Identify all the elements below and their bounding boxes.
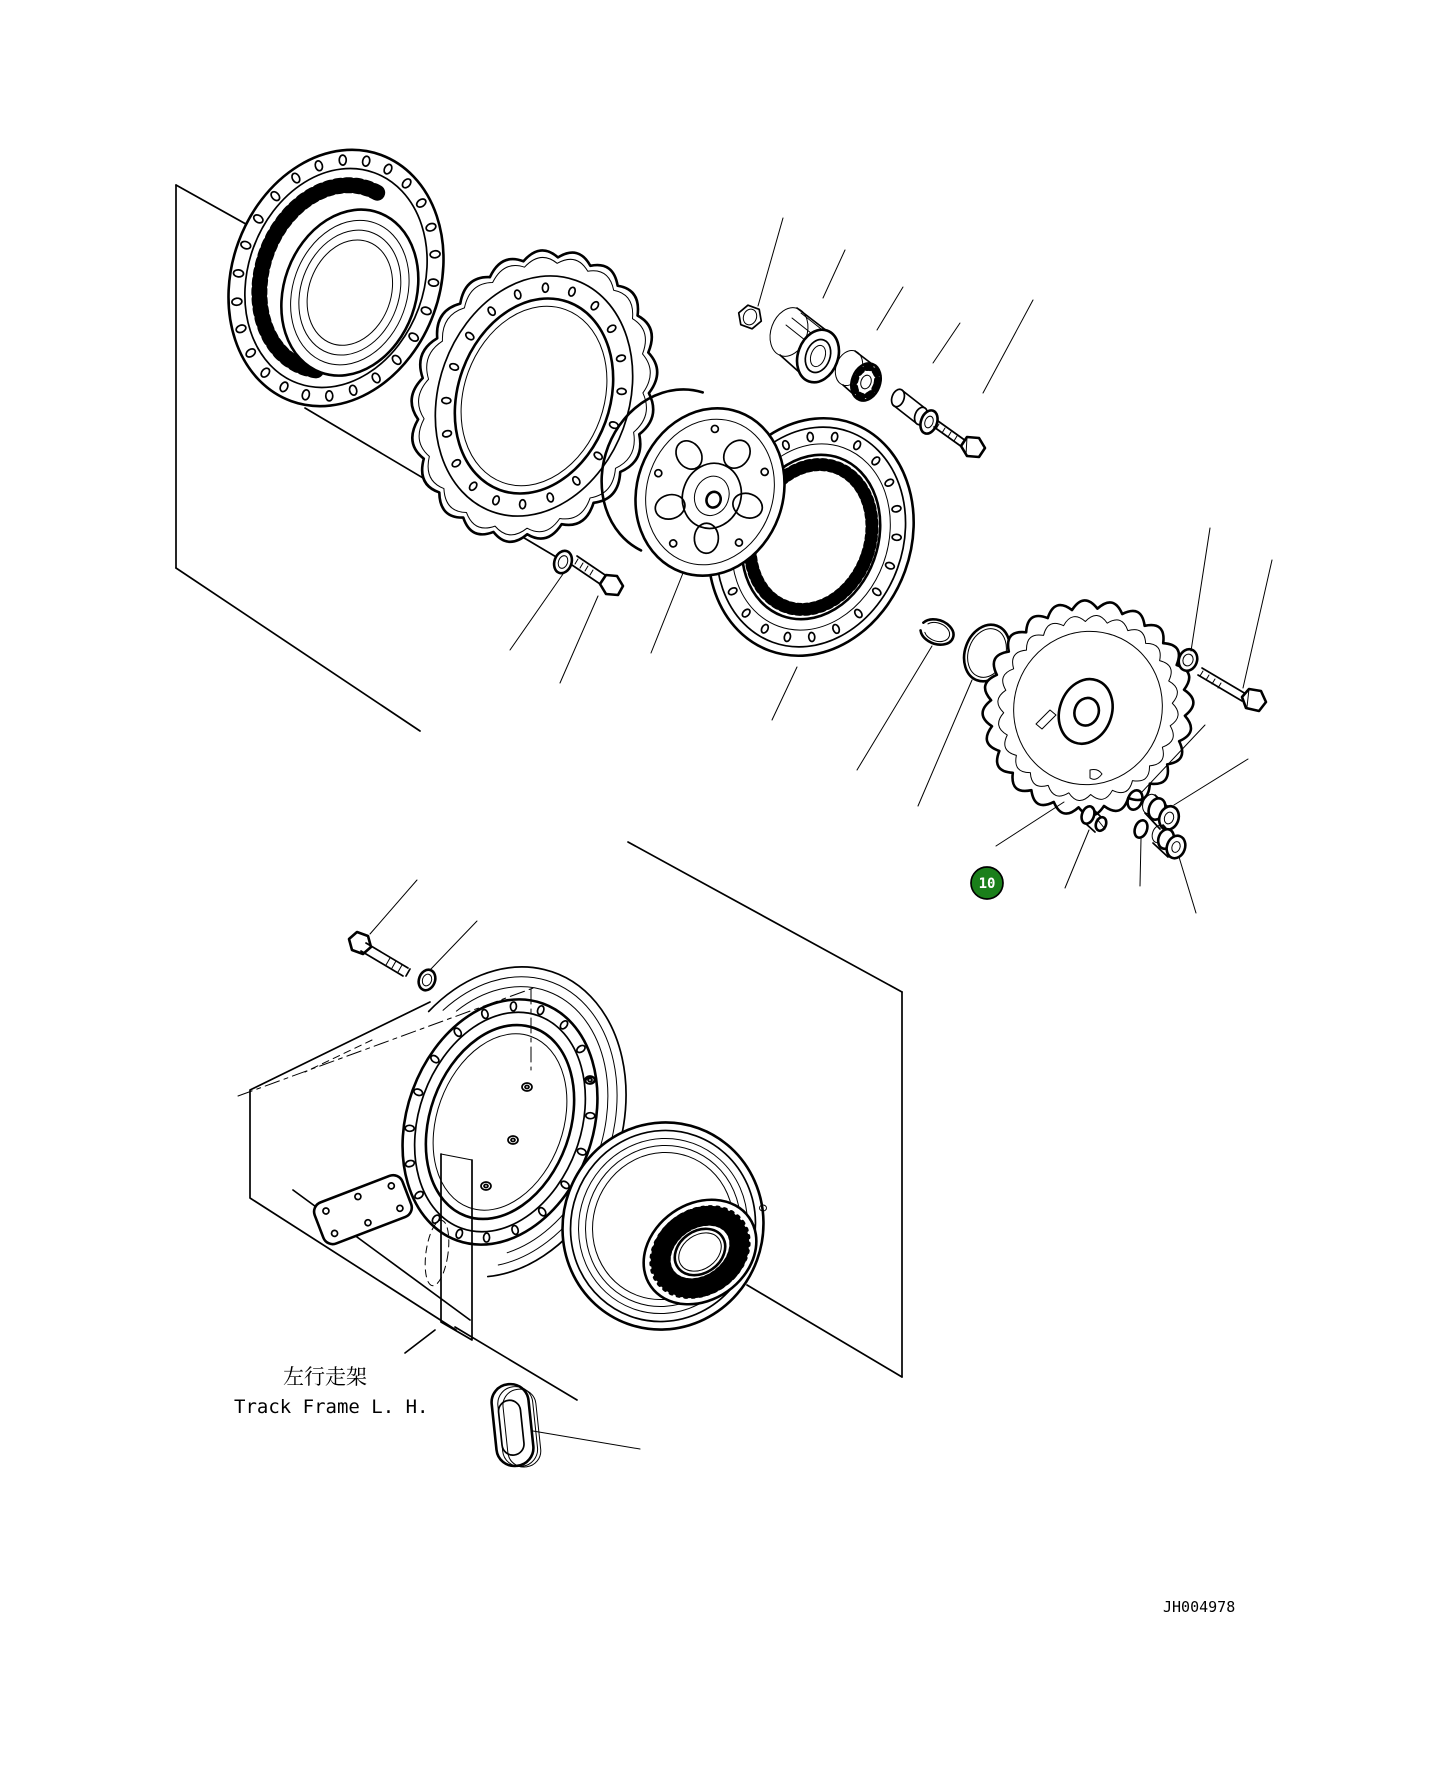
washer-b-leader	[1140, 839, 1141, 886]
pin-back	[889, 387, 906, 408]
lower-box-top-edge	[628, 842, 902, 992]
pin	[889, 323, 960, 436]
bolt-small-leader-line	[983, 300, 1033, 393]
sprocket-cover	[953, 572, 1222, 846]
cone-leader-line	[823, 250, 845, 298]
washer-bolt-topright	[1176, 528, 1272, 711]
washer-topright-leader	[1191, 528, 1210, 651]
coupling-leader-line	[877, 287, 903, 330]
plug-a-leader	[1174, 759, 1248, 805]
washer-left	[551, 548, 575, 575]
frame-washer-leader	[430, 921, 477, 970]
frame-bolt-washer	[349, 880, 477, 993]
washer-left-leader	[510, 574, 563, 650]
callout-badge-number: 10	[978, 876, 996, 892]
snap-ring	[857, 615, 957, 770]
snap-ring-leader	[857, 646, 932, 770]
pin-leader-line	[933, 323, 960, 363]
tapered-plug-leader	[1065, 830, 1089, 888]
snap-ring-outer	[918, 615, 957, 649]
bolt-left-head	[600, 575, 623, 595]
oval-plug	[490, 1382, 640, 1470]
bolt-small	[934, 300, 1033, 457]
bearing-cone	[764, 250, 846, 388]
label-track-frame-jp: 左行走架	[283, 1365, 367, 1389]
bearing-leader-line	[772, 667, 797, 720]
frame-bolt-head	[349, 932, 371, 954]
washer-bolt-left	[510, 548, 623, 683]
rail-end-edge	[405, 1330, 435, 1353]
cone-top-edge	[797, 308, 827, 331]
frame-bolt-leader	[370, 880, 417, 934]
frame-cover-plate	[311, 1172, 415, 1247]
cover-leader-line	[996, 802, 1064, 846]
bolt-topright-leader	[1243, 560, 1272, 688]
box-bottom-edge	[176, 568, 420, 731]
bolt-topright-shaft	[1198, 668, 1246, 701]
frame-hidden-line	[305, 1040, 372, 1072]
bolt-small-head	[961, 437, 985, 457]
carrier-leader-line	[651, 573, 683, 653]
nut	[735, 218, 783, 331]
plug-leader	[533, 1431, 640, 1449]
washer-b-ring	[1132, 818, 1149, 839]
washer-b	[1132, 818, 1149, 886]
nut-hex	[735, 303, 765, 331]
bolt-left-leader	[560, 596, 598, 683]
o-ring-leader	[918, 680, 972, 806]
plug-bolt-b	[1150, 823, 1196, 913]
frame-washer	[416, 967, 438, 992]
nut-leader-line	[758, 218, 783, 306]
lower-box-bottom-edge	[747, 1285, 902, 1377]
label-track-frame-en: Track Frame L. H.	[234, 1396, 429, 1418]
bolt-topright-head	[1242, 689, 1266, 711]
drawing-code: JH004978	[1163, 1598, 1236, 1616]
callout-badge[interactable]	[971, 867, 1003, 899]
tapered-plug	[1065, 804, 1108, 888]
coupling	[831, 287, 903, 405]
cone-front-face	[790, 324, 846, 388]
plug-b-leader	[1179, 857, 1196, 913]
